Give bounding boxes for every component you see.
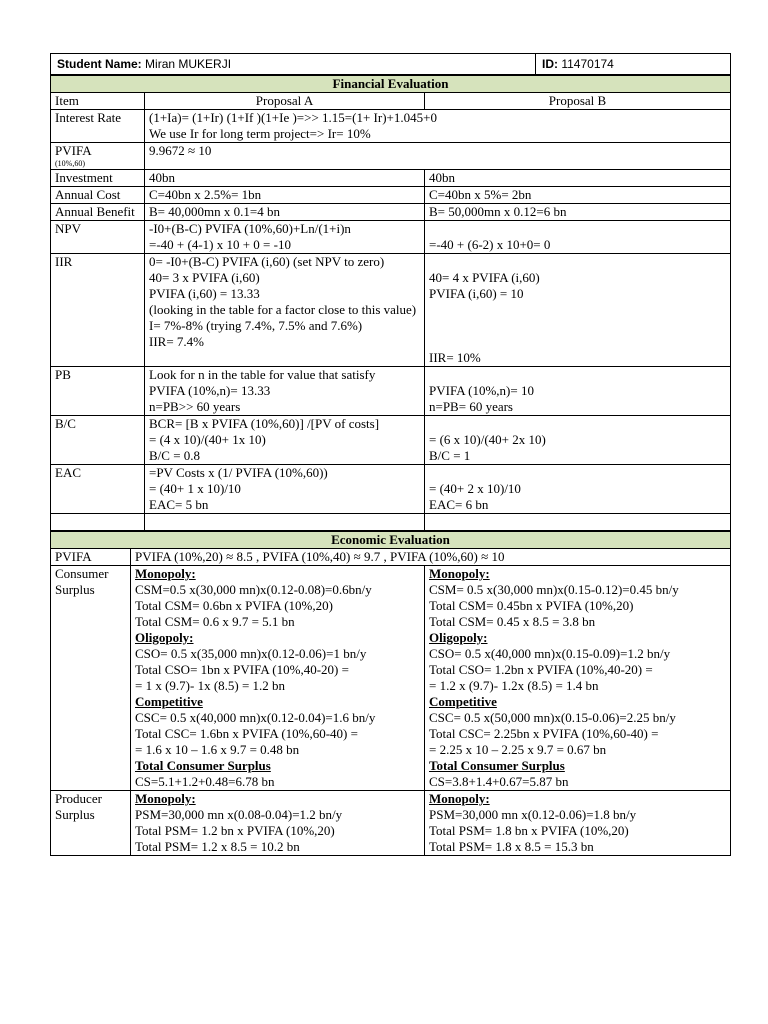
bc-a-line3: B/C = 0.8 — [149, 448, 201, 463]
eac-b-line3: EAC= 6 bn — [429, 497, 489, 512]
cs-a-competitive-heading: Competitive — [135, 694, 203, 709]
bc-label: B/C — [51, 416, 145, 465]
pvifa-label: PVIFA — [55, 143, 92, 158]
eac-b-line2: = (40+ 2 x 10)/10 — [429, 481, 521, 496]
interest-rate-formula: (1+Ia)= (1+Ir) (1+If )(1+Ie )=>> 1.15=(1+ Ir)+1.045+0 — [149, 110, 437, 125]
ps-a-m3: Total PSM= 1.2 x 8.5 = 10.2 bn — [135, 839, 300, 854]
student-id: 11470174 — [561, 57, 614, 71]
bc-b-line2: = (6 x 10)/(40+ 2x 10) — [429, 432, 546, 447]
producer-surplus-label-2: Surplus — [55, 807, 95, 822]
cs-b-m1: CSM= 0.5 x(30,000 mn)x(0.15-0.12)=0.45 bn/y — [429, 582, 679, 597]
pb-b-line2: PVIFA (10%,n)= 10 — [429, 383, 534, 398]
interest-rate-label: Interest Rate — [51, 110, 145, 143]
col-proposal-a-header: Proposal A — [145, 93, 425, 110]
consumer-surplus-label-2: Surplus — [55, 582, 95, 597]
pb-a — [145, 367, 425, 416]
iir-a-line3: PVIFA (i,60) = 13.33 — [149, 286, 260, 301]
annual-cost-a: C=40bn x 2.5%= 1bn — [145, 187, 425, 204]
student-name-label: Student Name: — [57, 57, 142, 71]
cs-a-o1: CSO= 0.5 x(35,000 mn)x(0.12-0.06)=1 bn/y — [135, 646, 367, 661]
row-bc — [51, 416, 731, 465]
npv-b — [425, 221, 731, 254]
cs-b-oligopoly-heading: Oligopoly: — [429, 630, 488, 645]
row-producer-surplus — [51, 791, 731, 856]
iir-a-line4: (looking in the table for a factor close to this value) — [149, 302, 417, 317]
consumer-surplus-b — [425, 566, 731, 791]
row-iir — [51, 254, 731, 367]
cs-a-c3: = 1.6 x 10 – 1.6 x 9.7 = 0.48 bn — [135, 742, 300, 757]
student-id-cell — [536, 54, 731, 75]
pvifa-value: 9.9672 ≈ 10 — [145, 143, 731, 170]
npv-b-result: =-40 + (6-2) x 10+0= 0 — [429, 237, 551, 252]
cs-b-m3: Total CSM= 0.45 x 8.5 = 3.8 bn — [429, 614, 596, 629]
annual-benefit-label: Annual Benefit — [51, 204, 145, 221]
row-interest-rate — [51, 110, 731, 143]
student-name-cell — [51, 54, 536, 75]
iir-label: IIR — [51, 254, 145, 367]
producer-surplus-label — [51, 791, 131, 856]
iir-b-line3: PVIFA (i,60) = 10 — [429, 286, 524, 301]
cs-a-oligopoly-heading: Oligopoly: — [135, 630, 194, 645]
bc-a-line1: BCR= [B x PVIFA (10%,60)] /[PV of costs] — [149, 416, 380, 431]
row-eac — [51, 465, 731, 514]
producer-surplus-b — [425, 791, 731, 856]
iir-a-line2: 40= 3 x PVIFA (i,60) — [149, 270, 260, 285]
cs-a-o2: Total CSO= 1bn x PVIFA (10%,40-20) = — [135, 662, 349, 677]
bc-a-line2: = (4 x 10)/(40+ 1x 10) — [149, 432, 266, 447]
pb-b-line3: n=PB= 60 years — [429, 399, 513, 414]
row-econ-pvifa — [51, 549, 731, 566]
cs-b-total-heading: Total Consumer Surplus — [429, 758, 565, 773]
cs-b-m2: Total CSM= 0.45bn x PVIFA (10%,20) — [429, 598, 634, 613]
interest-rate-cell — [145, 110, 731, 143]
pb-b — [425, 367, 731, 416]
npv-a-result: =-40 + (4-1) x 10 + 0 = -10 — [149, 237, 291, 252]
bc-b — [425, 416, 731, 465]
row-investment — [51, 170, 731, 187]
npv-label: NPV — [51, 221, 145, 254]
econ-pvifa-value: PVIFA (10%,20) ≈ 8.5 , PVIFA (10%,40) ≈ 9.7 , PVIFA (10%,60) ≈ 10 — [131, 549, 731, 566]
producer-surplus-a — [131, 791, 425, 856]
iir-b-line2: 40= 4 x PVIFA (i,60) — [429, 270, 540, 285]
eac-b — [425, 465, 731, 514]
cs-b-total: CS=3.8+1.4+0.67=5.87 bn — [429, 774, 569, 789]
row-annual-cost — [51, 187, 731, 204]
cs-b-o1: CSO= 0.5 x(40,000 mn)x(0.15-0.09)=1.2 bn/y — [429, 646, 671, 661]
iir-b-line6: IIR= 10% — [429, 350, 481, 365]
cs-b-c3: = 2.25 x 10 – 2.25 x 9.7 = 0.67 bn — [429, 742, 607, 757]
cs-a-c1: CSC= 0.5 x(40,000 mn)x(0.12-0.04)=1.6 bn/y — [135, 710, 376, 725]
bc-b-line3: B/C = 1 — [429, 448, 471, 463]
pb-label: PB — [51, 367, 145, 416]
economic-evaluation-table — [50, 531, 731, 856]
interest-rate-choice: We use Ir for long term project=> Ir= 10% — [149, 126, 371, 141]
eac-a-line3: EAC= 5 bn — [149, 497, 209, 512]
annual-cost-label: Annual Cost — [51, 187, 145, 204]
annual-benefit-b: B= 50,000mn x 0.12=6 bn — [425, 204, 731, 221]
cs-b-competitive-heading: Competitive — [429, 694, 497, 709]
cs-a-m3: Total CSM= 0.6 x 9.7 = 5.1 bn — [135, 614, 295, 629]
investment-label: Investment — [51, 170, 145, 187]
investment-b: 40bn — [425, 170, 731, 187]
col-proposal-b-header: Proposal B — [425, 93, 731, 110]
producer-surplus-label-1: Producer — [55, 791, 102, 806]
cs-a-o3: = 1 x (9.7)- 1x (8.5) = 1.2 bn — [135, 678, 286, 693]
pb-a-line3: n=PB>> 60 years — [149, 399, 241, 414]
investment-a: 40bn — [145, 170, 425, 187]
row-empty — [51, 514, 731, 531]
financial-evaluation-title: Financial Evaluation — [51, 76, 731, 93]
iir-b — [425, 254, 731, 367]
eac-a-line1: =PV Costs x (1/ PVIFA (10%,60)) — [149, 465, 328, 480]
iir-a-line5: I= 7%-8% (trying 7.4%, 7.5% and 7.6%) — [149, 318, 363, 333]
cs-b-o3: = 1.2 x (9.7)- 1.2x (8.5) = 1.4 bn — [429, 678, 599, 693]
row-npv — [51, 221, 731, 254]
ps-b-m2: Total PSM= 1.8 bn x PVIFA (10%,20) — [429, 823, 629, 838]
cs-b-monopoly-heading: Monopoly: — [429, 566, 490, 581]
student-id-label: ID: — [542, 57, 558, 71]
cs-a-total-heading: Total Consumer Surplus — [135, 758, 271, 773]
cs-a-c2: Total CSC= 1.6bn x PVIFA (10%,60-40) = — [135, 726, 358, 741]
ps-a-m1: PSM=30,000 mn x(0.08-0.04)=1.2 bn/y — [135, 807, 343, 822]
annual-benefit-a: B= 40,000mn x 0.1=4 bn — [145, 204, 425, 221]
cs-b-c1: CSC= 0.5 x(50,000 mn)x(0.15-0.06)=2.25 bn/y — [429, 710, 676, 725]
eac-a — [145, 465, 425, 514]
cs-a-total: CS=5.1+1.2+0.48=6.78 bn — [135, 774, 275, 789]
row-annual-benefit — [51, 204, 731, 221]
col-item-header: Item — [51, 93, 145, 110]
cs-b-c2: Total CSC= 2.25bn x PVIFA (10%,60-40) = — [429, 726, 659, 741]
pvifa-label-sub: (10%,60) — [55, 159, 85, 168]
pvifa-label-cell — [51, 143, 145, 170]
iir-a-line1: 0= -I0+(B-C) PVIFA (i,60) (set NPV to zero) — [149, 254, 385, 269]
consumer-surplus-a — [131, 566, 425, 791]
npv-a — [145, 221, 425, 254]
cs-a-m1: CSM=0.5 x(30,000 mn)x(0.12-0.08)=0.6bn/y — [135, 582, 372, 597]
row-pb — [51, 367, 731, 416]
row-pvifa — [51, 143, 731, 170]
consumer-surplus-label-1: Consumer — [55, 566, 109, 581]
pb-a-line2: PVIFA (10%,n)= 13.33 — [149, 383, 271, 398]
ps-a-m2: Total PSM= 1.2 bn x PVIFA (10%,20) — [135, 823, 335, 838]
ps-b-monopoly-heading: Monopoly: — [429, 791, 490, 806]
bc-a — [145, 416, 425, 465]
eac-label: EAC — [51, 465, 145, 514]
econ-pvifa-label: PVIFA — [51, 549, 131, 566]
financial-evaluation-table — [50, 75, 731, 531]
ps-b-m3: Total PSM= 1.8 x 8.5 = 15.3 bn — [429, 839, 594, 854]
eac-a-line2: = (40+ 1 x 10)/10 — [149, 481, 241, 496]
student-name: Miran MUKERJI — [145, 57, 232, 71]
cs-a-monopoly-heading: Monopoly: — [135, 566, 196, 581]
document-page — [50, 53, 730, 856]
row-consumer-surplus — [51, 566, 731, 791]
economic-evaluation-title: Economic Evaluation — [51, 532, 731, 549]
cs-b-o2: Total CSO= 1.2bn x PVIFA (10%,40-20) = — [429, 662, 653, 677]
iir-a-line6: IIR= 7.4% — [149, 334, 204, 349]
iir-a — [145, 254, 425, 367]
consumer-surplus-label — [51, 566, 131, 791]
ps-b-m1: PSM=30,000 mn x(0.12-0.06)=1.8 bn/y — [429, 807, 637, 822]
cs-a-m2: Total CSM= 0.6bn x PVIFA (10%,20) — [135, 598, 333, 613]
ps-a-monopoly-heading: Monopoly: — [135, 791, 196, 806]
annual-cost-b: C=40bn x 5%= 2bn — [425, 187, 731, 204]
pb-a-line1: Look for n in the table for value that satisfy — [149, 367, 376, 382]
npv-a-formula: -I0+(B-C) PVIFA (10%,60)+Ln/(1+i)n — [149, 221, 351, 236]
student-header-table — [50, 53, 731, 75]
